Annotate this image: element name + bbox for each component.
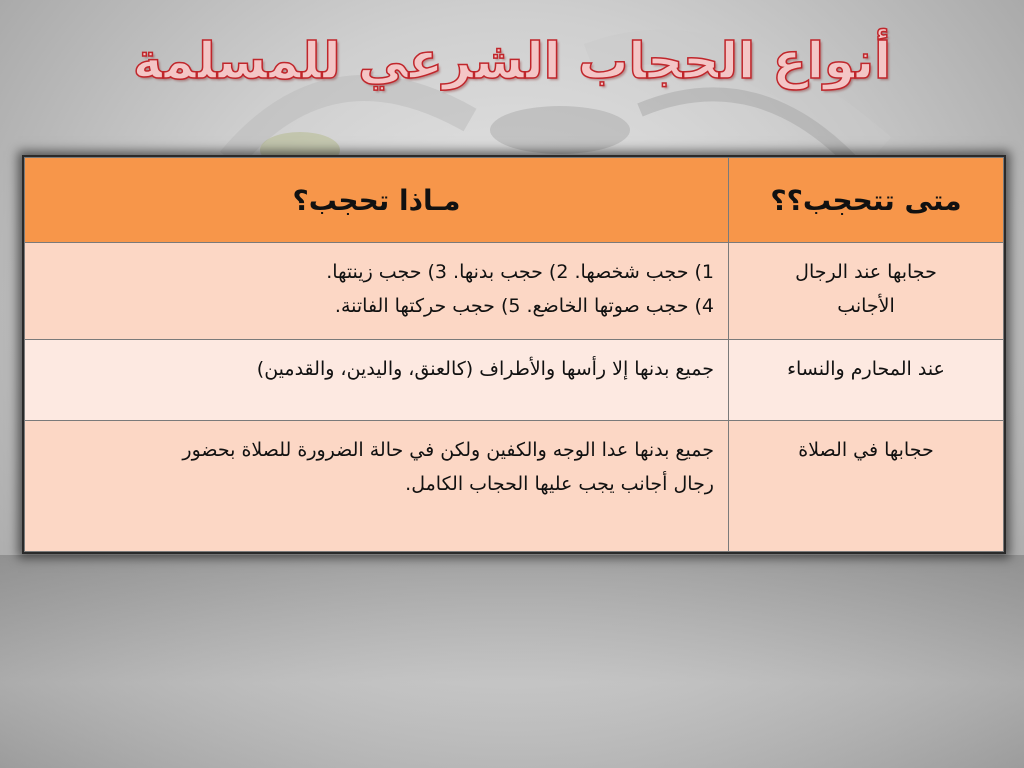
header-when: متى تتحجب؟؟ xyxy=(729,158,1004,243)
table-row xyxy=(25,243,1004,340)
row2-when: عند المحارم والنساء xyxy=(729,340,1004,421)
table-header-row xyxy=(25,158,1004,243)
row3-when: حجابها في الصلاة xyxy=(729,421,1004,552)
row1-what: 1) حجب شخصها. 2) حجب بدنها. 3) حجب زينتها. 4) حجب صوتها الخاضع. 5) حجب حركتها الفاتنة. xyxy=(25,243,729,340)
table-row xyxy=(25,340,1004,421)
row1-when: حجابها عند الرجال الأجانب xyxy=(729,243,1004,340)
row2-what: جميع بدنها إلا رأسها والأطراف (كالعنق، واليدين، والقدمين) xyxy=(25,340,729,421)
header-what: مـاذا تحجب؟ xyxy=(25,158,729,243)
page-title: أنواع الحجاب الشرعي للمسلمة xyxy=(132,32,892,90)
reflection-floor xyxy=(0,555,1024,768)
table-row xyxy=(25,421,1004,552)
row3-what: جميع بدنها عدا الوجه والكفين ولكن في حالة الضرورة للصلاة بحضور رجال أجانب يجب عليها الحجاب الكامل. xyxy=(25,421,729,552)
hijab-table xyxy=(22,155,1006,554)
